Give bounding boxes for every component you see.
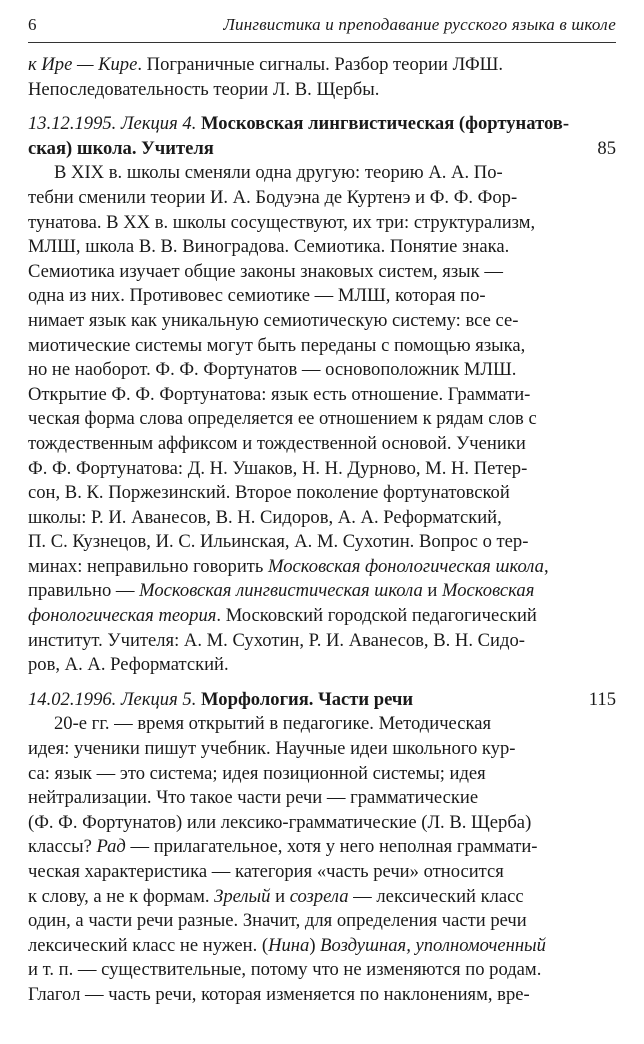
italic-term: Рад xyxy=(96,836,126,858)
body-line: тебни сменили теории И. А. Бодуэна де Куртенэ и Ф. Ф. Фор- xyxy=(28,186,518,208)
body-line: Открытие Ф. Ф. Фортунатова: язык есть отношение. Граммати- xyxy=(28,383,531,405)
italic-term: фонологическая теория xyxy=(28,605,217,627)
body-line: тождественным аффиксом и тождественной основой. Ученики xyxy=(28,432,526,454)
body-line: МЛШ, школа В. В. Виноградова. Семиотика. Понятие знака. xyxy=(28,236,510,258)
text-run: правильно — xyxy=(28,580,140,602)
lecture-4-body xyxy=(28,161,616,677)
text-run: и xyxy=(270,885,290,907)
page-number: 6 xyxy=(28,15,37,34)
text-run: ) xyxy=(309,934,321,956)
intro-italic: к Ире — Кире xyxy=(28,54,138,75)
lecture-4-margin-page: 85 xyxy=(597,137,616,159)
body-line: 20-е гг. — время открытий в педагогике. Методическая xyxy=(54,713,492,735)
text-run: — прилагательное, хотя у него неполная граммати- xyxy=(125,836,538,858)
body-line xyxy=(28,885,616,910)
text-run: к слову, а не к формам. xyxy=(28,885,215,907)
intro-rest: . Пограничные сигналы. Разбор теории ЛФШ. xyxy=(137,54,504,75)
body-line: ческая форма слова определяется ее отношением к рядам слов с xyxy=(28,408,537,430)
intro-line-2: Непоследовательность теории Л. В. Щербы. xyxy=(28,78,380,100)
lecture-5-heading xyxy=(28,688,616,713)
body-line xyxy=(28,835,616,860)
text-run: , xyxy=(543,555,549,577)
body-line: но не наоборот. Ф. Ф. Фортунатов — основоположник МЛШ. xyxy=(28,359,517,381)
lecture-5-meta: 14.02.1996. Лекция 5. xyxy=(28,688,197,710)
body-line xyxy=(28,555,616,580)
text-run: минах: неправильно говорить xyxy=(28,555,269,577)
lecture-4-meta: 13.12.1995. Лекция 4. xyxy=(28,113,197,135)
body-line: и т. п. — существительные, потому что не изменяются по родам. xyxy=(28,959,542,981)
text-run: лексический класс не нужен. ( xyxy=(28,934,269,956)
header-rule xyxy=(28,42,616,43)
body-line xyxy=(28,604,616,629)
running-title: Лингвистика и преподавание русского языка в школе xyxy=(223,15,616,34)
body-line: Глагол — часть речи, которая изменяется по наклонениям, вре- xyxy=(28,983,530,1005)
body-line: В XIX в. школы сменяли одна другую: теорию А. А. По- xyxy=(54,162,503,184)
text-run: и xyxy=(422,580,443,602)
body-line: миотические системы могут быть переданы с помощью языка, xyxy=(28,334,526,356)
body-line: Семиотика изучает общие законы знаковых систем, язык — xyxy=(28,260,503,282)
body-line: (Ф. Ф. Фортунатов) или лексико-грамматические (Л. В. Щерба) xyxy=(28,811,532,833)
lecture-5-body xyxy=(28,712,616,1007)
body-line: школы: Р. И. Аванесов, В. Н. Сидоров, А. А. Реформатский, xyxy=(28,506,502,528)
lecture-5-title: Морфология. Части речи xyxy=(201,688,414,710)
body-line: ров, А. А. Реформатский. xyxy=(28,654,229,676)
italic-term: созрела xyxy=(289,885,349,907)
text-run: классы? xyxy=(28,836,97,858)
italic-term: Нина xyxy=(268,934,310,956)
body-line: П. С. Кузнецов, И. С. Ильинская, А. М. Сухотин. Вопрос о тер- xyxy=(28,531,529,553)
body-line: один, а части речи разные. Значит, для определения части речи xyxy=(28,910,527,932)
page-header xyxy=(28,14,616,36)
intro-line-1 xyxy=(28,53,616,78)
text-run: . Московский городской педагогический xyxy=(216,605,537,627)
body-line xyxy=(28,579,616,604)
italic-term: Московская лингвистическая школа xyxy=(139,580,423,602)
body-line: тунатова. В XX в. школы сосуществуют, их три: структурализм, xyxy=(28,211,536,233)
lecture-4-title-1: Московская лингвистическая (фортунатов- xyxy=(201,113,570,135)
italic-term: Воздушная, уполномоченный xyxy=(320,934,546,956)
text-run: — лексический класс xyxy=(348,885,524,907)
body-line: институт. Учителя: А. М. Сухотин, Р. И. Аванесов, В. Н. Сидо- xyxy=(28,629,525,651)
body-line: Ф. Ф. Фортунатова: Д. Н. Ушаков, Н. Н. Дурново, М. Н. Петер- xyxy=(28,457,528,479)
lecture-5-margin-page: 115 xyxy=(588,688,616,710)
lecture-4-heading xyxy=(28,112,616,161)
body-line: сон, В. К. Поржезинский. Второе поколение фортунатовской xyxy=(28,482,510,504)
body-line: са: язык — это система; идея позиционной системы; идея xyxy=(28,762,486,784)
italic-term: Московская фонологическая школа xyxy=(268,555,544,577)
body-line: ческая характеристика — категория «часть речи» относится xyxy=(28,861,504,882)
body-line: нейтрализации. Что такое части речи — грамматические xyxy=(28,787,479,809)
body-line: идея: ученики пишут учебник. Научные идеи школьного кур- xyxy=(28,738,516,760)
body-line xyxy=(28,934,616,959)
body-line: нимает язык как уникальную семиотическую систему: все се- xyxy=(28,309,519,331)
lecture-4-title-2: ская) школа. Учителя xyxy=(28,137,214,159)
body-line: одна из них. Противовес семиотике — МЛШ, которая по- xyxy=(28,285,486,307)
italic-term: Зрелый xyxy=(214,885,271,907)
italic-term: Московская xyxy=(442,580,535,602)
